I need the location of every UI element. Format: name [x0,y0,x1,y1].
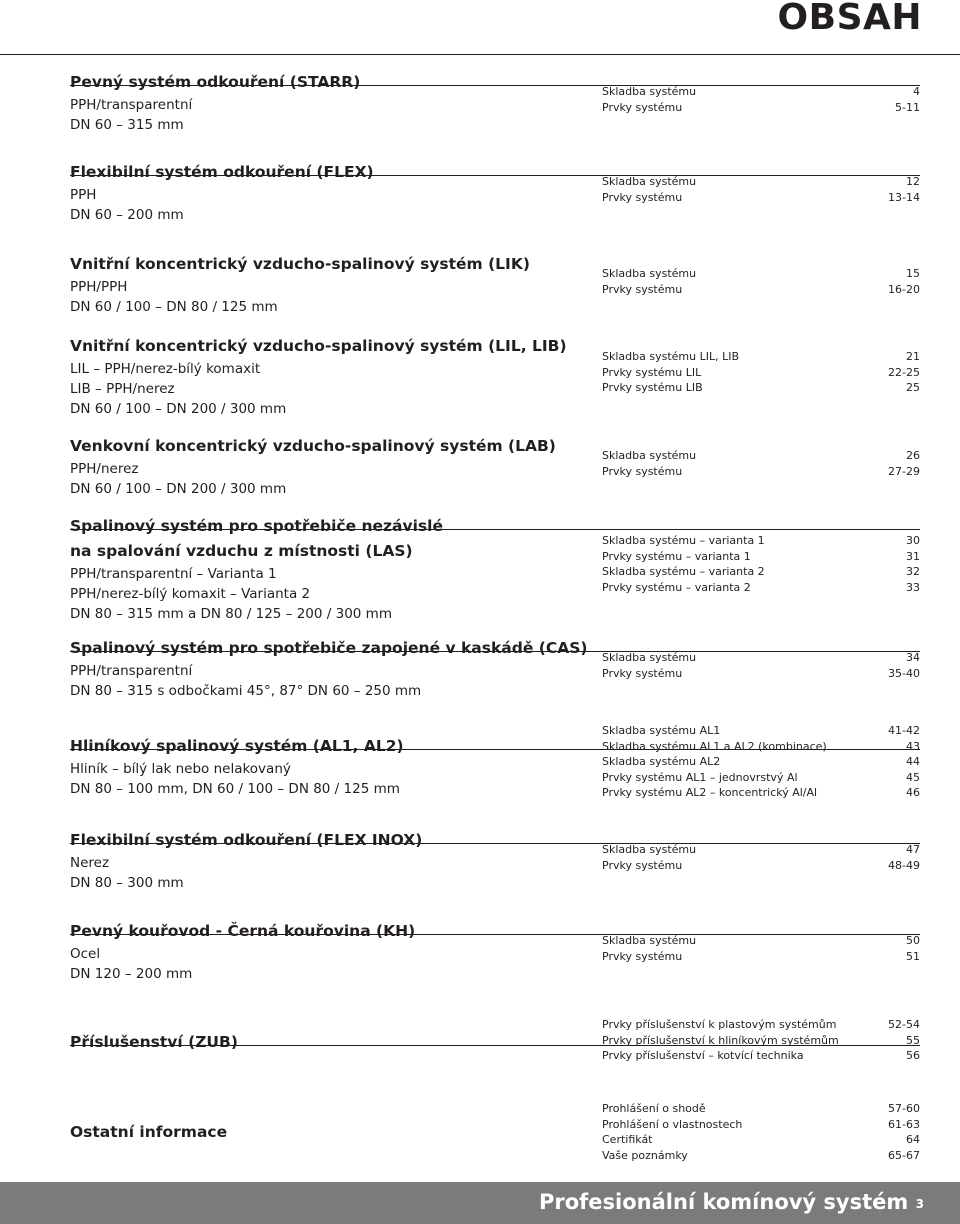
toc-entry[interactable] [602,564,920,580]
toc-entry[interactable] [602,533,920,549]
toc-entry-label: Prvky systému AL1 – jednovrstvý Al [602,770,798,784]
toc-entry[interactable] [602,666,920,682]
toc-entry[interactable] [602,464,920,480]
section-description [70,434,585,499]
toc-entry-page: 47 [906,843,920,856]
toc-entry[interactable] [602,1101,920,1117]
section-entries [602,84,920,115]
page-footer [0,1182,960,1224]
toc-entry[interactable] [602,100,920,116]
section-description [70,1120,585,1145]
toc-entry-label: Prvky systému LIL [602,365,702,379]
toc-entry-page: 44 [906,755,920,768]
section-detail: DN 60 / 100 – DN 80 / 125 mm [70,299,278,315]
toc-entry-label: Skladba systému [602,449,697,462]
section-detail: Nerez [70,855,110,871]
toc-entry-page: 5-11 [895,100,920,114]
toc-entry-page: 65-67 [888,1148,920,1162]
section-detail: DN 80 – 315 mm a DN 80 / 125 – 200 / 300 mm [70,606,392,622]
toc-entry-label: Vaše poznámky [602,1148,688,1162]
toc-entry-label: Prvky systému [602,282,683,296]
toc-entry-label: Prvky systému LIB [602,381,703,394]
toc-entry-label: Skladba systému [602,267,697,280]
toc-entry[interactable] [602,365,920,381]
toc-entry-label: Prvky systému [602,464,683,478]
section-description [70,160,585,225]
toc-entry-page: 64 [906,1133,920,1146]
toc-entry[interactable] [602,549,920,565]
toc-entry[interactable] [602,84,920,100]
section-entries [602,174,920,205]
toc-entry-label: Skladba systému AL1 a AL2 (kombinace) [602,739,827,753]
toc-entry-label: Skladba systému – varianta 2 [602,565,765,578]
toc-entry-page: 26 [906,449,920,462]
toc-entry-page: 56 [906,1049,920,1062]
toc-entry-page: 50 [906,934,920,947]
section-entries [602,933,920,964]
toc-entry-label: Skladba systému AL2 [602,755,721,768]
toc-entry-label: Prvky systému [602,666,683,680]
section-detail: LIL – PPH/nerez-bílý komaxit [70,361,261,377]
toc-entry-label: Prvky systému – varianta 1 [602,549,751,563]
section-entries [602,723,920,801]
section-title: Spalinový systém pro spotřebiče nezávislé [70,517,443,535]
toc-entry-page: 51 [906,949,920,963]
toc-entry-label: Prohlášení o shodě [602,1102,706,1115]
section-detail: DN 60 – 315 mm [70,117,184,133]
toc-entry-page: 34 [906,651,920,664]
toc-entry[interactable] [602,770,920,786]
toc-entry[interactable] [602,1048,920,1064]
section-description [70,828,585,893]
toc-entry-label: Prvky systému [602,190,683,204]
section-entries [602,349,920,396]
section-title: Spalinový systém pro spotřebiče zapojené v kaskádě (CAS) [70,639,588,657]
toc-entry[interactable] [602,190,920,206]
toc-entry-page: 55 [906,1033,920,1047]
toc-entry-page: 13-14 [888,190,920,204]
section-title: Hliníkový spalinový systém (AL1, AL2) [70,737,404,755]
section-detail: DN 80 – 315 s odbočkami 45°, 87° DN 60 – 250 mm [70,683,422,699]
section-entries [602,266,920,297]
toc-entry[interactable] [602,842,920,858]
toc-entry[interactable] [602,933,920,949]
toc-entry-page: 16-20 [888,282,920,296]
section-title: Ostatní informace [70,1123,228,1141]
toc-entry[interactable] [602,723,920,739]
toc-entry-label: Skladba systému [602,843,697,856]
toc-entry[interactable] [602,754,920,770]
toc-entry-page: 46 [906,786,920,799]
section-entries [602,533,920,595]
toc-entry-label: Skladba systému [602,175,697,188]
section-description [70,1030,585,1055]
section-entries [602,842,920,873]
toc-entry-page: 21 [906,350,920,363]
toc-entry-label: Prvky příslušenství – kotvící technika [602,1049,804,1062]
section-entries [602,650,920,681]
footer-title: Profesionální komínový systém [539,1190,909,1214]
section-entries [602,1101,920,1163]
toc-entry-page: 33 [906,580,920,594]
toc-entry-label: Prvky systému – varianta 2 [602,580,751,594]
section-description [70,70,585,135]
section-title: Vnitřní koncentrický vzducho-spalinový systém (LIK) [70,255,530,273]
section-title: Příslušenství (ZUB) [70,1033,238,1051]
section-detail: PPH/transparentní – Varianta 1 [70,566,277,582]
toc-entry-label: Skladba systému LIL, LIB [602,350,740,363]
toc-entry-page: 35-40 [888,666,920,680]
toc-entry[interactable] [602,266,920,282]
section-detail: PPH/transparentní [70,97,193,113]
toc-entry-page: 31 [906,549,920,563]
page-number: 3 [915,1197,924,1211]
section-title: Flexibilní systém odkouření (FLEX) [70,163,374,181]
toc-entry-label: Prvky příslušenství k hliníkovým systémům [602,1033,839,1047]
section-description [70,334,585,419]
toc-entry-page: 15 [906,267,920,280]
toc-entry[interactable] [602,380,920,396]
section-detail: DN 80 – 300 mm [70,875,184,891]
toc-entry[interactable] [602,580,920,596]
toc-entry-page: 57-60 [888,1102,920,1115]
section-title: na spalování vzduchu z místnosti (LAS) [70,542,413,560]
section-entries [602,1017,920,1064]
section-detail: Ocel [70,946,101,962]
section-detail: Hliník – bílý lak nebo nelakovaný [70,761,291,777]
page-title: OBSAH [777,0,922,38]
toc-entry[interactable] [602,174,920,190]
section-description [70,252,585,317]
section-detail: LIB – PPH/nerez [70,381,175,397]
toc-entry[interactable] [602,282,920,298]
section-description [70,514,585,624]
page-header [0,0,960,55]
toc-entry-label: Prvky systému [602,858,683,872]
toc-entry[interactable] [602,1148,920,1164]
section-detail: PPH/nerez [70,461,139,477]
toc-entry-label: Skladba systému [602,934,697,947]
toc-entry-page: 4 [913,85,920,98]
toc-entry-page: 25 [906,381,920,394]
section-description [70,636,588,701]
toc-entry-label: Skladba systému AL1 [602,724,721,737]
toc-entry[interactable] [602,650,920,666]
section-detail: DN 60 – 200 mm [70,207,184,223]
section-title: Pevný kouřovod - Černá kouřovina (KH) [70,922,416,940]
section-title: Venkovní koncentrický vzducho-spalinový systém (LAB) [70,437,556,455]
toc-entry-page: 32 [906,565,920,578]
section-description [70,734,585,799]
toc-entry[interactable] [602,1017,920,1033]
toc-entry-page: 12 [906,175,920,188]
toc-entry[interactable] [602,785,920,801]
toc-entry-page: 52-54 [888,1018,920,1031]
toc-entry[interactable] [602,1033,920,1049]
toc-entry-label: Skladba systému – varianta 1 [602,534,765,547]
section-detail: PPH/PPH [70,279,128,295]
toc-entry-label: Prvky příslušenství k plastovým systémům [602,1018,837,1031]
toc-entry-label: Skladba systému [602,651,697,664]
toc-entry[interactable] [602,858,920,874]
toc-entry-label: Prvky systému [602,949,683,963]
toc-entry-label: Skladba systému [602,85,697,98]
section-detail: PPH/nerez-bílý komaxit – Varianta 2 [70,586,311,602]
toc-entry[interactable] [602,949,920,965]
toc-entry[interactable] [602,739,920,755]
toc-entry-page: 45 [906,770,920,784]
section-detail: PPH/transparentní [70,663,193,679]
section-title: Flexibilní systém odkouření (FLEX INOX) [70,831,423,849]
toc-entry-label: Prvky systému [602,100,683,114]
toc-entry-page: 43 [906,739,920,753]
section-title: Vnitřní koncentrický vzducho-spalinový systém (LIL, LIB) [70,337,567,355]
toc-entry-page: 30 [906,534,920,547]
toc-entry[interactable] [602,349,920,365]
toc-entry-page: 48-49 [888,858,920,872]
section-detail: DN 80 – 100 mm, DN 60 / 100 – DN 80 / 125 mm [70,781,400,797]
section-detail: PPH [70,187,97,203]
section-description [70,919,585,984]
section-entries [602,448,920,479]
section-title: Pevný systém odkouření (STARR) [70,73,361,91]
toc-entry[interactable] [602,448,920,464]
toc-entry[interactable] [602,1132,920,1148]
section-detail: DN 120 – 200 mm [70,966,193,982]
toc-entry-label: Prvky systému AL2 – koncentrický Al/Al [602,786,818,799]
toc-entry-page: 27-29 [888,464,920,478]
section-detail: DN 60 / 100 – DN 200 / 300 mm [70,401,287,417]
toc-entry-label: Prohlášení o vlastnostech [602,1117,743,1131]
section-detail: DN 60 / 100 – DN 200 / 300 mm [70,481,287,497]
toc-entry-page: 22-25 [888,365,920,379]
toc-entry-page: 41-42 [888,724,920,737]
toc-entry[interactable] [602,1117,920,1133]
toc-entry-label: Certifikát [602,1133,653,1146]
toc-entry-page: 61-63 [888,1117,920,1131]
